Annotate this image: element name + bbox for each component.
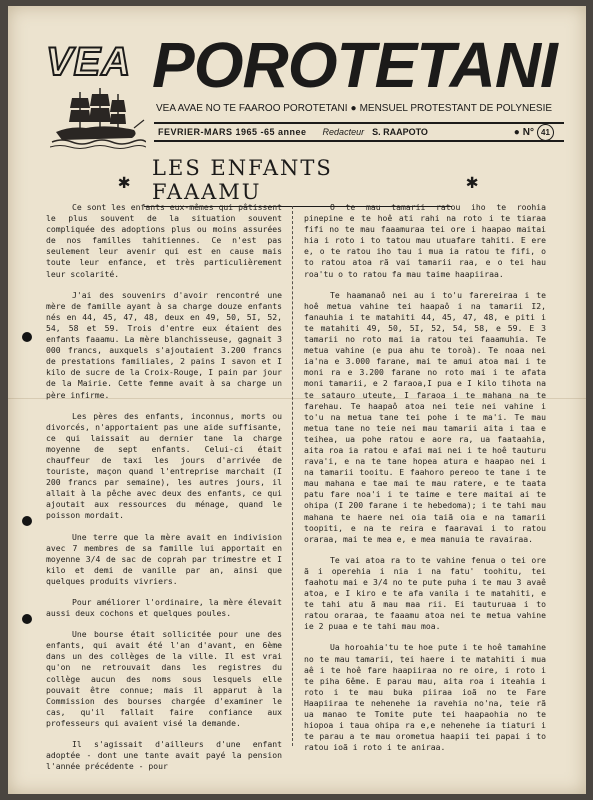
redacteur-label: Redacteur [322,127,365,137]
tahitian-column [304,202,546,763]
masthead-title: POROTETANI [152,29,557,101]
masthead-subtitle [156,103,566,114]
paragraph: O te mau tamarii ratou iho te roohia pinepine e te hoê ati rahi na roto i te tiaraa fifi no te mau faaamuraa tei ore i haapao maitai hia i roto i to tatou mau utuafare tahiti. E ere e, o te ratou iho tau i mua ia ratou te fifi, o to ratou atoa rã vai tamarii raa, e o tei hau roa'tu o to ratou fa mau taime haapiiraa. [304,202,546,279]
paragraph: J'ai des souvenirs d'avoir rencontré une mère de famille ayant à sa charge douze enfants nés en 44, 45, 47, 48, deux en 49, 50, 5I, 52, 54, 58 et 59. Trois d'entre eux étaient des enfants faaamu. La mère blanchisseuse, gagnait 3 000 francs, auxquels s'ajoutaient 3.200 francs de prestations familiales, 2 pains I savon et I kilo de sucre de la Croix-Rouge, I pain par jour de la Mairie. Cette femme avait à sa charge un père infirme. [46,289,282,400]
subtitle-tahitian: VEA AVAE NO TE FAAROO POROTETANI [156,103,348,114]
subtitle-separator: ● [350,103,357,114]
issue-date: FEVRIER-MARS 1965 -65 annee [158,127,307,137]
issue-info-bar [154,122,564,142]
paragraph: Une bourse était sollicitée pour une des enfants, qui avait été l'an d'avant, en 6ème dans un des collèges de la ville. Il est vrai qu'on ne retrouvait dans les registres du collège aucun des noms sous lesquels elle pouvait être connue; mais il apparut à la Commission des bourses chargée d'examiner le cas, qu'il fallait faire confiance aux professeurs qui avaient visé la demande. [46,629,282,728]
paragraph: Ua horoahia'tu te hoe pute i te hoê tamahine no te mau tamarii, tei haere i te matahiti i mua aê i te hoê fare haapiiraa no re oire, i roto i te piha 6ême. E parau mau, aita roa i iteahia i roto i te mau buka piiraa ioã no te Fare Haapiiraa te nehenehe ia ravehia no'na, teie rã ua manao te Tomite pute tei haapaohia no te hiopoa i taua ohipa ra e,e nehenehe ia tiaturi i te parau a te mau orometua haapii tei papai i to ratou ioã i roto i te aniraa. [304,642,546,753]
french-column [46,202,282,782]
paragraph: Les pères des enfants, inconnus, morts ou divorcés, n'apportaient pas une aide suffisante, ce qui laissait au dernier tane la charge moyenne de sept enfants. Celui-ci était chauffeur de taxi les jours d'arrivée de touriste, maçon quand l'entreprise marchait (I 200 francs par semaine), les autres jours, il allait à la pêche avec deux des enfants, ce qui ajoutait aux ressources du ménage, quand le poisson mordait. [46,410,282,521]
paragraph: Te haamanaô nei au i to'u farereiraa i te hoê metua vahine tei haapaô i na tamarii I2, fanauhia i te matahiti 44, 45, 47, 48, e piti i te matahiti 49, 50, 5I, 52, 54, 58, e 59. E 3 tamarii no roto mai ia ratou tei faaamuhia. Te metua vahine (e pua ahu te toroà). Te noaa nei ia'na e 3.000 farane, mai te amui atoa mai i te moni ra e 3.200 farane no roto mai i te afata moni tamarii, e 2 faraoa,I pua e I kilo tihota na te satauro uteute, I faraoa i te mahana na te farehau. Te haapaô atoa nei teie nei vahine i to'u na metua tane tei pohe i te ma'i. Te mau metua tane no teie nei mau tamarii aita i taa e teihea, ua pohe ratou e aore ra, ua faataahia, aita roa ia ratou e afai mai nei i te hoê tauturu rava'i, e na te tane hopea atura e haapao nei i na tamarii tooitu. E faahoro pereoo te tane i te mau mahana e tae mai te mau ratere, e te taata patu fare noa'i i te taime e tere maitai ai te ohipa (I 200 farane i te hebedoma); i te tahi mau mahana te haere nei oia taiã oia e na tamarii toopiti, e na te reira e faaravai i to ratou oraraa, mai te mea e, e mea manuia te ravairaa. [304,289,546,544]
column-divider [292,206,293,746]
masthead [36,28,564,160]
binder-hole [22,516,32,526]
article-title: LES ENFANTS FAAAMU [144,156,452,207]
star-icon: ✱ [465,169,478,193]
article-title-row [118,155,478,204]
redacteur-name: S. RAAPOTO [372,127,428,137]
paragraph: Ce sont les enfants eux-mêmes qui pâtissent le plus souvent de la situation souvent compliquée des adoptions plus ou moins assurées de nos familles tahitiennes. Ce n'est pas seulement leur avenir qui est en cause mais toute leur enfance, et très particulièrement leur scolarité. [46,202,282,279]
binder-hole [22,332,32,342]
paragraph: Il s'agissait d'ailleurs d'une enfant adoptée - dont une tante avait payé la pension l'année précédente - pour [46,739,282,772]
masthead-vea: VEA [46,40,132,84]
star-icon: ✱ [118,169,131,193]
paragraph: Te vai atoa ra to te vahine fenua o tei ore ã i operehia i nia i na fatu' toohitu, tei faahotu mai e 3/4 no te pute puha i te mau 3 avaê atoa, e I kiro e te afa vanila i te matahiti, e te tahi atu ã mau maa rii. Ei tauturuaa i to ratou oraraa, te faaamu atoa nei te metua vahine ie 2 puaa e te tahi mau moa. [304,554,546,632]
issue-prefix: N° [522,126,534,138]
issue-number [514,124,554,141]
bullet-icon: ● [513,126,520,138]
paragraph: Pour améliorer l'ordinaire, la mère élevait aussi deux cochons et quelques poules. [46,597,282,619]
binder-hole [22,614,32,624]
subtitle-french: MENSUEL PROTESTANT DE POLYNESIE [359,103,553,114]
paragraph: Une terre que la mère avait en indivision avec 7 membres de sa famille lui apportait en moyenne 3/4 de sac de coprah par trimestre et I kilo et demi de vanille par an, ainsi que quelques produits vivriers. [46,531,282,586]
newspaper-page [8,6,586,794]
issue-number-value: 41 [537,124,554,141]
sailing-ship-icon [50,84,146,150]
